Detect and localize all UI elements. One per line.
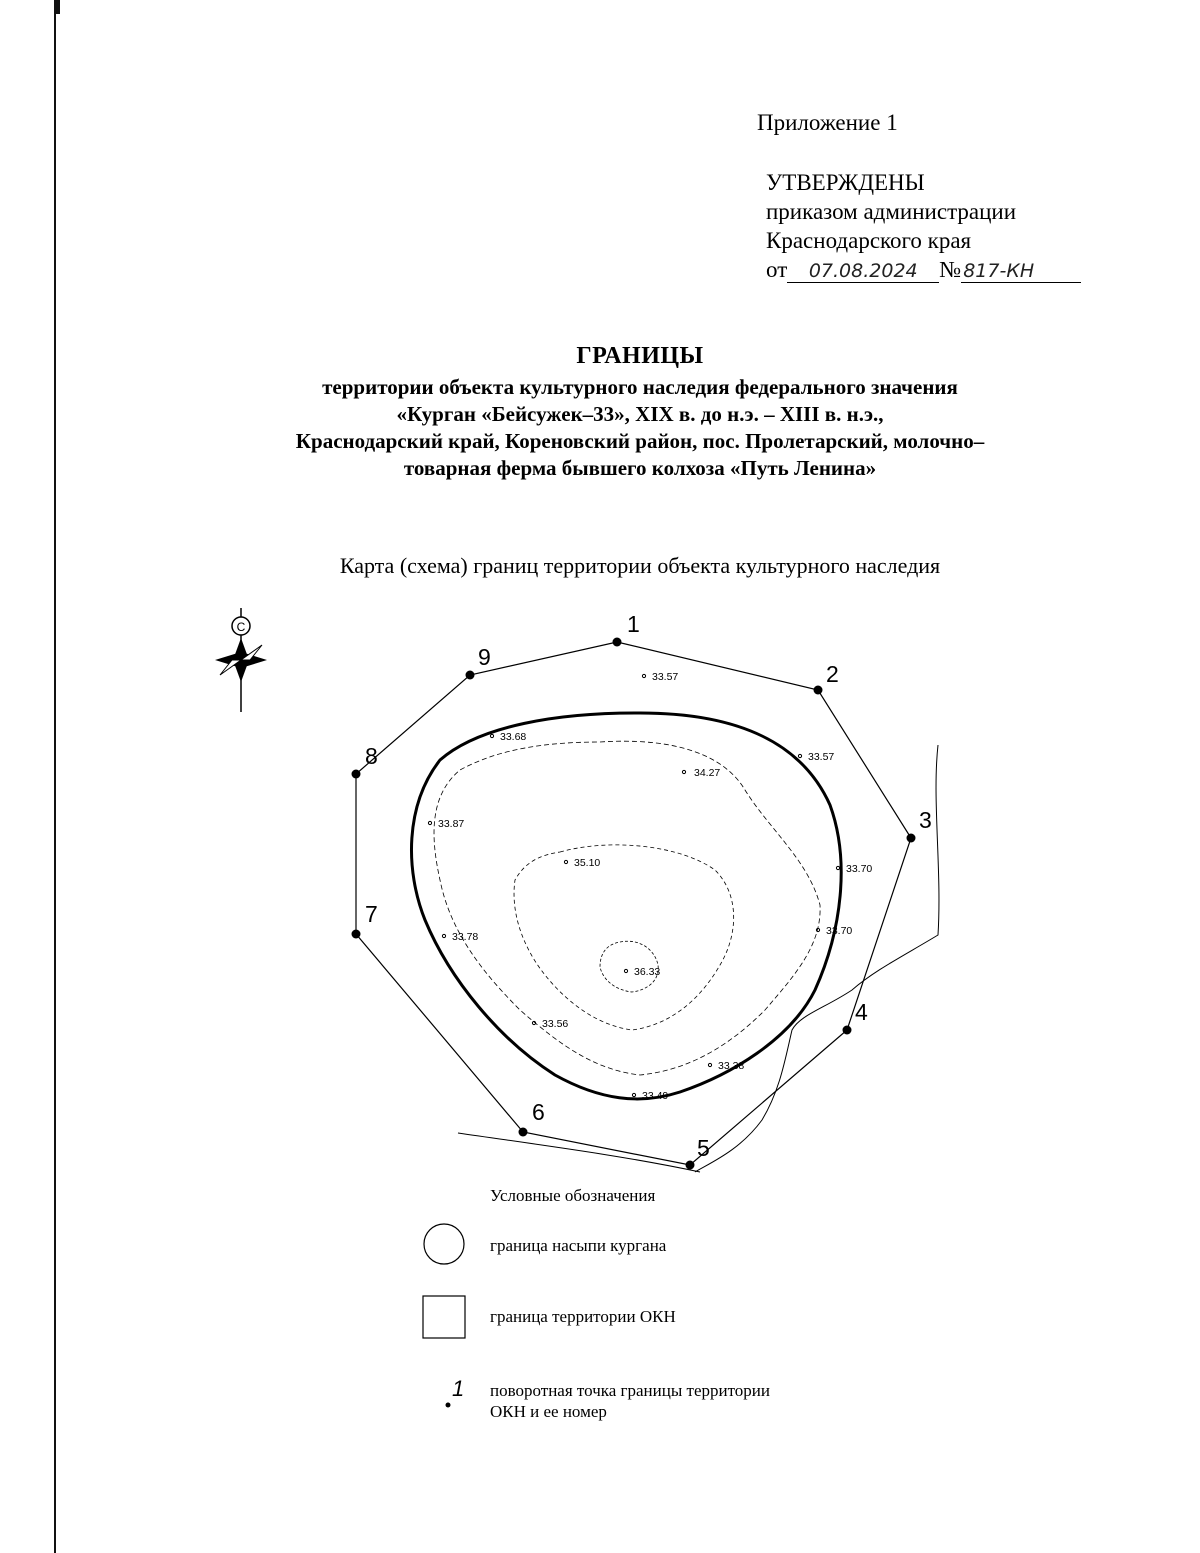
svg-text:3: 3	[919, 807, 932, 833]
svg-text:33.68: 33.68	[500, 731, 527, 743]
contour-line-middle	[514, 845, 734, 1030]
svg-text:35.10: 35.10	[574, 857, 601, 869]
elevation-mark	[564, 857, 600, 869]
svg-text:33.70: 33.70	[826, 925, 853, 937]
elevation-mark	[490, 731, 526, 743]
title-line-1: территории объекта культурного наследия федерального значения	[322, 375, 958, 399]
svg-text:7: 7	[365, 901, 378, 927]
svg-text:5: 5	[697, 1135, 710, 1161]
turning-point	[613, 611, 640, 647]
legend-point-symbol	[446, 1376, 465, 1408]
turning-point	[519, 1099, 545, 1137]
north-compass-icon	[215, 608, 267, 712]
svg-text:33.57: 33.57	[652, 671, 679, 683]
from-label: от	[766, 257, 788, 282]
title-main: ГРАНИЦЫ	[576, 343, 704, 369]
svg-text:33.57: 33.57	[808, 751, 835, 763]
contour-line-outer	[434, 741, 820, 1075]
handwritten-number: 817-КН	[961, 260, 1081, 283]
turning-point	[686, 1135, 710, 1170]
legend-territory-symbol	[423, 1296, 465, 1338]
svg-text:6: 6	[532, 1099, 545, 1125]
handwritten-date: 07.08.2024	[787, 260, 939, 283]
legend-title: Условные обозначения	[490, 1186, 656, 1205]
map-caption: Карта (схема) границ территории объекта культурного наследия	[339, 553, 941, 578]
territory-boundary	[356, 642, 911, 1165]
elevation-mark	[624, 966, 660, 978]
svg-text:9: 9	[478, 644, 491, 670]
turning-point	[814, 661, 839, 695]
approval-line-1: приказом администрации	[766, 199, 1017, 224]
road-line-south	[458, 1133, 700, 1172]
elevation-mark	[708, 1060, 744, 1072]
legend-territory-label: граница территории ОКН	[490, 1307, 676, 1326]
legend-mound-symbol	[424, 1224, 464, 1264]
elevation-mark	[442, 931, 478, 943]
svg-text:1: 1	[452, 1376, 465, 1401]
legend-point-label	[490, 1380, 770, 1422]
svg-text:33.78: 33.78	[452, 931, 479, 943]
legend-mound-label: граница насыпи кургана	[490, 1236, 667, 1255]
turning-point	[843, 999, 869, 1035]
svg-text:34.27: 34.27	[694, 767, 721, 779]
elevation-mark	[682, 767, 720, 779]
road-line	[695, 745, 939, 1172]
title-line-2: «Курган «Бейсужек–33», XIX в. до н.э. – XIII в. н.э.,	[396, 402, 884, 426]
appendix-label: Приложение 1	[757, 110, 898, 135]
compass-letter: С	[236, 620, 246, 634]
approval-line-2: Краснодарского края	[766, 228, 972, 253]
svg-text:36.33: 36.33	[634, 966, 661, 978]
elevation-mark	[532, 1018, 568, 1030]
turning-point	[907, 807, 932, 843]
mound-boundary	[411, 713, 841, 1099]
elevation-mark	[642, 671, 678, 683]
svg-text:2: 2	[826, 661, 839, 687]
svg-text:1: 1	[627, 611, 640, 637]
legend-point-line-2: ОКН и ее номер	[490, 1402, 607, 1421]
svg-text:33.38: 33.38	[718, 1060, 745, 1072]
svg-text:33.87: 33.87	[438, 818, 465, 830]
turning-point	[466, 644, 491, 680]
svg-text:8: 8	[365, 743, 378, 769]
number-label: №	[939, 257, 962, 282]
turning-point	[352, 743, 378, 779]
legend-point-line-1: поворотная точка границы территории	[490, 1381, 770, 1400]
elevation-mark	[816, 925, 852, 937]
title-line-4: товарная ферма бывшего колхоза «Путь Ленина»	[403, 456, 877, 480]
elevation-mark	[798, 751, 834, 763]
title-line-3: Краснодарский край, Кореновский район, пос. Пролетарский, молочно–	[295, 429, 985, 453]
svg-text:4: 4	[855, 999, 868, 1025]
elevation-mark	[428, 818, 464, 830]
svg-text:33.56: 33.56	[542, 1018, 569, 1030]
approval-title: УТВЕРЖДЕНЫ	[766, 170, 925, 195]
svg-text:33.49: 33.49	[642, 1090, 669, 1102]
svg-text:33.70: 33.70	[846, 863, 873, 875]
